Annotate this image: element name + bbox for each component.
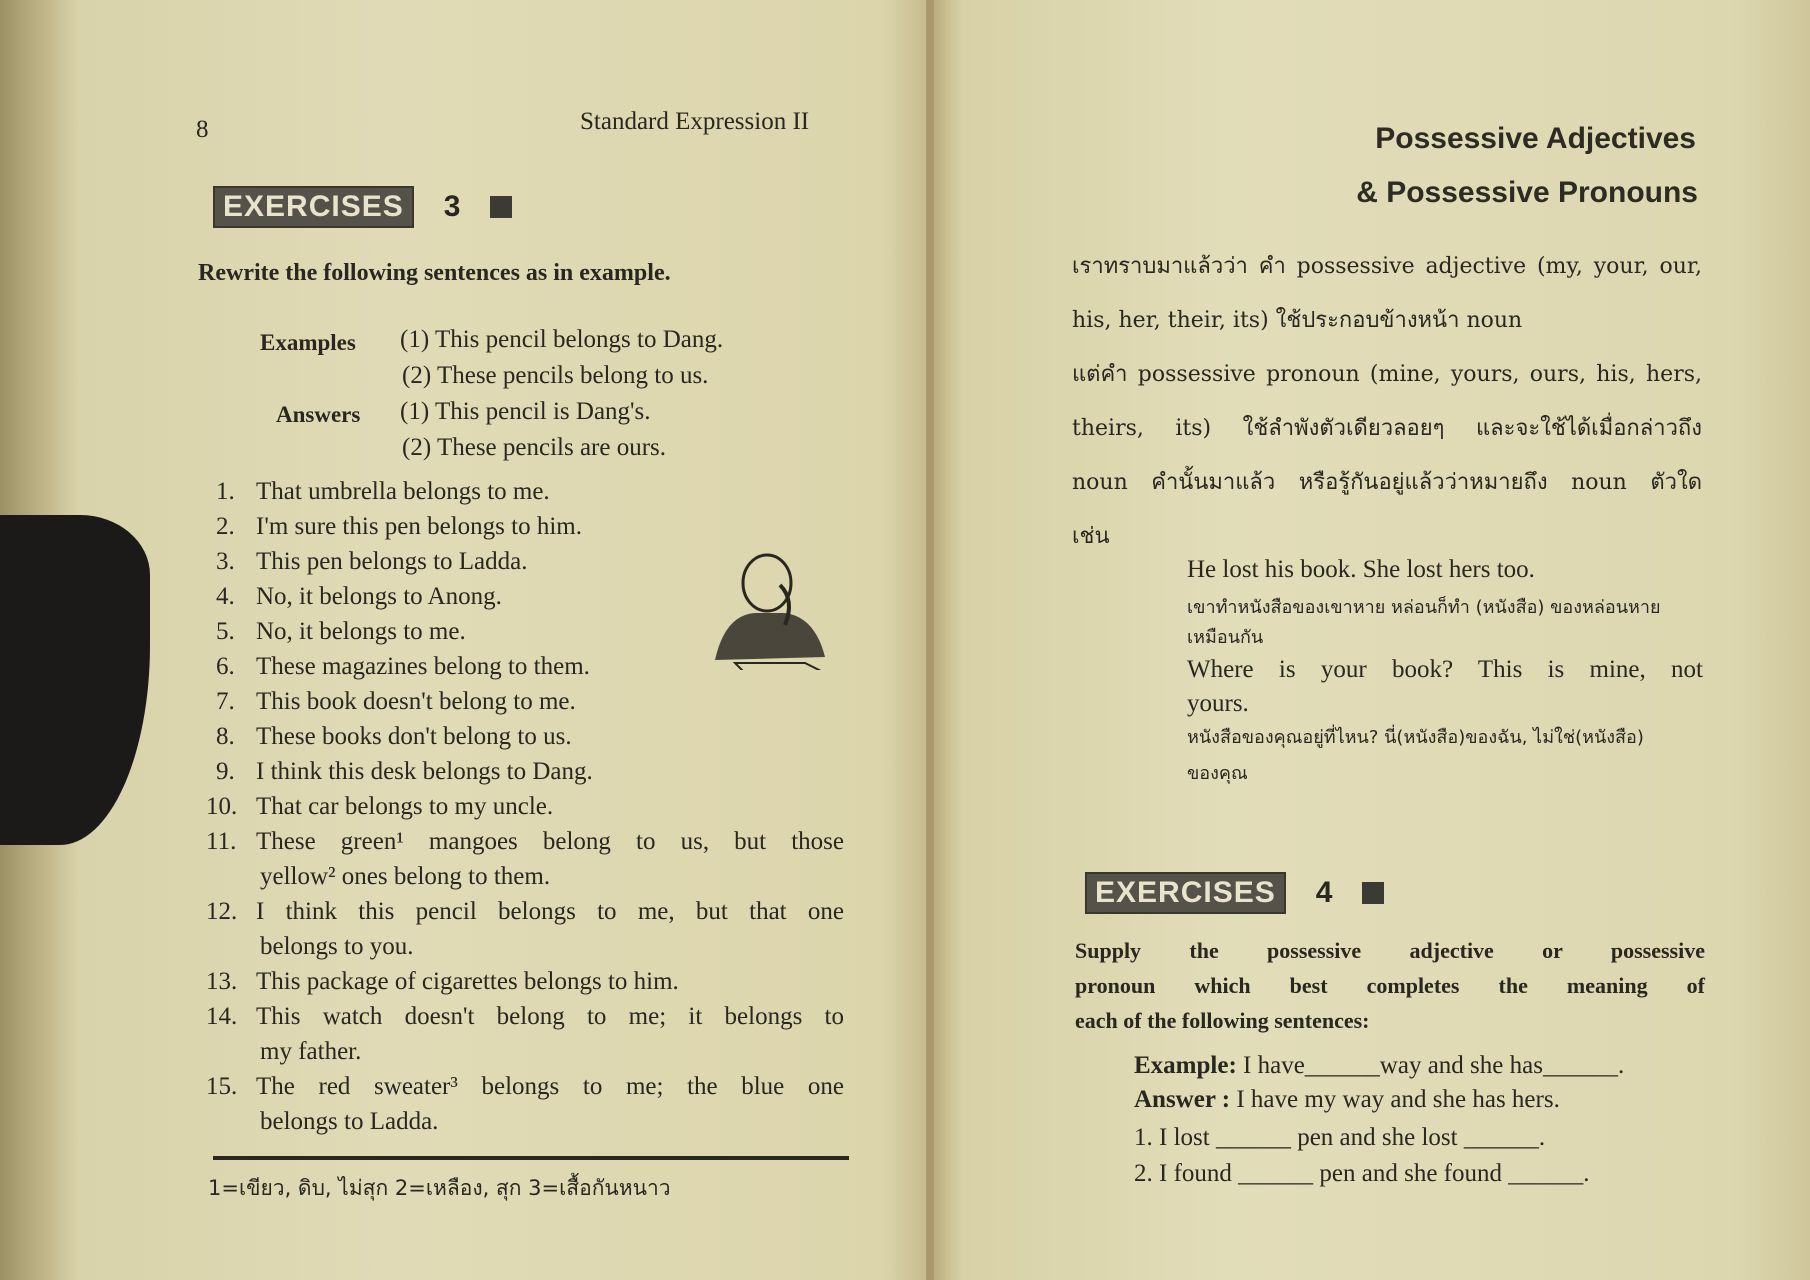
example-1: (1) This pencil belongs to Dang. (400, 326, 724, 353)
answer-text: I have my way and she has hers. (1236, 1086, 1560, 1113)
list-item: That car belongs to my uncle. (256, 793, 554, 820)
example-line: เหมือนกัน (1187, 627, 1264, 648)
list-item: This book doesn't belong to me. (256, 688, 576, 715)
answer-2: (2) These pencils are ours. (402, 434, 667, 461)
list-item: I'm sure this pen belongs to him. (256, 513, 583, 540)
chapter-title-line2: & Possessive Pronouns (1356, 176, 1698, 209)
answers-label: Answers (276, 402, 361, 427)
list-item: This pen belongs to Ladda. (256, 548, 528, 575)
paragraph-line: theirs, its) ใช้ลำพังตัวเดียวลอยๆ และจะใช้ได้เมื่อกล่าวถึง (1072, 416, 1702, 441)
item-number: 6. (216, 653, 235, 680)
paragraph-line: his, her, their, its) ใช้ประกอบข้างหน้า noun (1072, 308, 1523, 333)
item-number: 12. (206, 898, 238, 925)
example-line: หนังสือของคุณอยู่ที่ไหน? นี่(หนังสือ)ของฉัน, ไม่ใช่(หนังสือ) (1187, 727, 1644, 748)
footnote: 1=เขียว, ดิบ, ไม่สุก 2=เหลือง, สุก 3=เสื้อกันหนาว (208, 1176, 671, 1200)
exercise-4-item: 2. I found ______ pen and she found ______. (1134, 1160, 1590, 1187)
exercise-number: 4 (1315, 876, 1333, 909)
paragraph-line: แต่คำ possessive pronoun (mine, yours, ours, his, hers, (1072, 362, 1702, 387)
example-2: (2) These pencils belong to us. (402, 362, 709, 389)
item-number: 15. (206, 1073, 238, 1100)
page-number: 8 (196, 116, 209, 143)
example-line: เขาทำหนังสือของเขาหาย หล่อนก็ทำ (หนังสือ) ของหล่อนหาย (1187, 597, 1661, 618)
item-number: 14. (206, 1003, 238, 1030)
list-item-continuation: belongs to Ladda. (260, 1108, 439, 1135)
book-gutter (926, 0, 934, 1280)
item-number: 7. (216, 688, 235, 715)
list-item: These green¹ mangoes belong to us, but those (256, 828, 844, 855)
list-item: I think this pencil belongs to me, but that one (256, 898, 844, 925)
example-line: ของคุณ (1187, 763, 1248, 784)
footnote-divider (213, 1156, 849, 1160)
list-item: This watch doesn't belong to me; it belongs to (256, 1003, 844, 1030)
list-item-continuation: yellow² ones belong to them. (260, 863, 551, 890)
item-number: 2. (216, 513, 235, 540)
example-label: Example: (1134, 1052, 1237, 1079)
paragraph-line: noun คำนั้นมาแล้ว หรือรู้กันอยู่แล้วว่าหมายถึง noun ตัวใด (1072, 470, 1702, 495)
exercises-badge: EXERCISES (213, 186, 414, 228)
chapter-title-line1: Possessive Adjectives (1375, 122, 1696, 155)
exercise-4-answer (1134, 1086, 1560, 1114)
item-number: 1. (216, 478, 235, 505)
list-item: The red sweater³ belongs to me; the blue one (256, 1073, 844, 1100)
exercise-4-item: 1. I lost ______ pen and she lost ______. (1134, 1124, 1546, 1151)
list-item-continuation: my father. (260, 1038, 362, 1065)
running-header: Standard Expression II (580, 108, 810, 135)
paragraph-line: เช่น (1072, 524, 1110, 549)
answer-1: (1) This pencil is Dang's. (400, 398, 651, 425)
paragraph-line: เราทราบมาแล้วว่า คำ possessive adjective (my, your, our, (1072, 254, 1702, 279)
item-number: 8. (216, 723, 235, 750)
list-item-continuation: belongs to you. (260, 933, 414, 960)
list-item: These magazines belong to them. (256, 653, 590, 680)
instruction-line: each of the following sentences: (1075, 1008, 1370, 1033)
list-item: This package of cigarettes belongs to him. (256, 968, 679, 995)
example-text: I have______way and she has______. (1243, 1052, 1625, 1079)
list-item: That umbrella belongs to me. (256, 478, 550, 505)
square-icon (1362, 882, 1384, 904)
item-number: 4. (216, 583, 235, 610)
exercise-number: 3 (443, 190, 461, 223)
exercise-heading (213, 186, 512, 228)
list-item: These books don't belong to us. (256, 723, 572, 750)
item-number: 13. (206, 968, 238, 995)
example-line: yours. (1187, 690, 1249, 717)
instruction-line: pronoun which best completes the meaning of (1075, 973, 1705, 998)
instruction: Rewrite the following sentences as in example. (198, 260, 671, 286)
examples-label: Examples (260, 330, 356, 355)
item-number: 11. (206, 828, 237, 855)
example-line: He lost his book. She lost hers too. (1187, 556, 1535, 583)
exercise-4-heading (1085, 872, 1384, 914)
item-number: 5. (216, 618, 235, 645)
answer-label: Answer : (1134, 1086, 1231, 1113)
square-icon (490, 196, 512, 218)
instruction-line: Supply the possessive adjective or possessive (1075, 938, 1705, 963)
item-number: 10. (206, 793, 238, 820)
item-number: 9. (216, 758, 235, 785)
item-number: 3. (216, 548, 235, 575)
exercise-4-example (1134, 1052, 1624, 1080)
list-item: No, it belongs to Anong. (256, 583, 502, 610)
example-line: Where is your book? This is mine, not (1187, 656, 1703, 683)
list-item: No, it belongs to me. (256, 618, 466, 645)
thinking-man-illustration (705, 545, 835, 670)
list-item: I think this desk belongs to Dang. (256, 758, 593, 785)
exercises-badge: EXERCISES (1085, 872, 1286, 914)
